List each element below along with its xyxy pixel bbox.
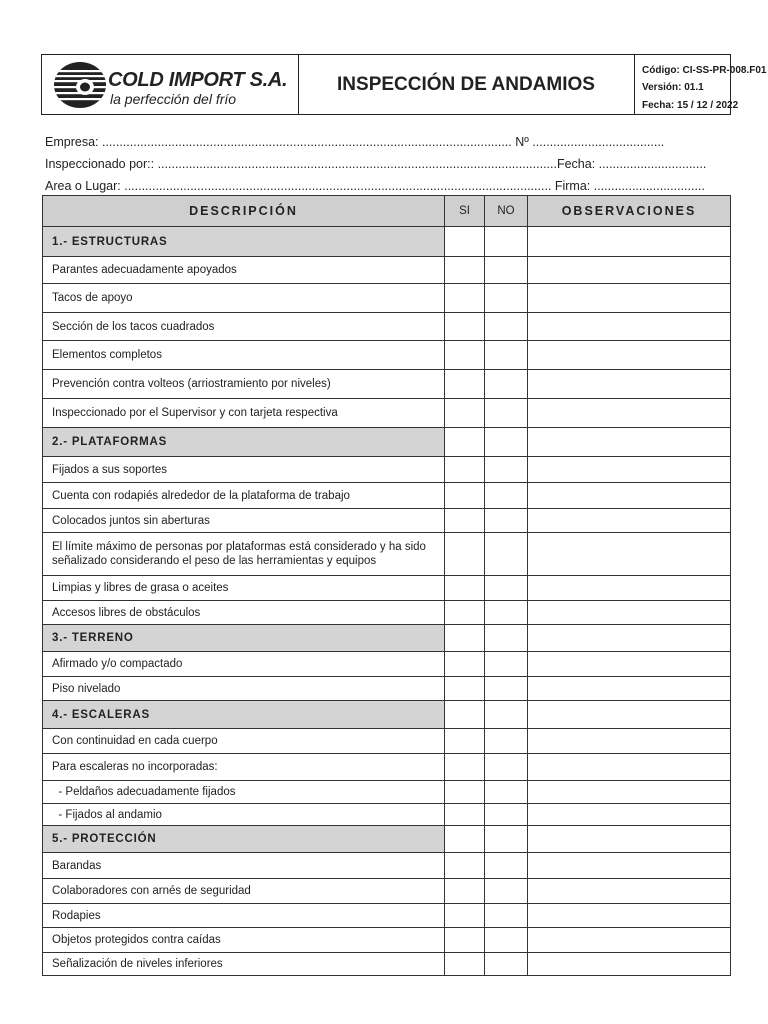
- table-row: [43, 652, 731, 677]
- observaciones-cell[interactable]: [528, 428, 731, 457]
- si-cell[interactable]: [445, 370, 485, 399]
- si-cell[interactable]: [445, 457, 485, 483]
- si-cell[interactable]: [445, 625, 485, 652]
- no-cell[interactable]: [485, 227, 528, 257]
- observaciones-cell[interactable]: [528, 399, 731, 428]
- table-row: [43, 754, 731, 781]
- no-cell[interactable]: [485, 729, 528, 754]
- si-cell[interactable]: [445, 601, 485, 625]
- no-cell[interactable]: [485, 457, 528, 483]
- si-cell[interactable]: [445, 652, 485, 677]
- si-cell[interactable]: [445, 904, 485, 928]
- observaciones-cell[interactable]: [528, 533, 731, 576]
- table-row: [43, 457, 731, 483]
- si-cell[interactable]: [445, 729, 485, 754]
- item-description: Cuenta con rodapiés alrededor de la plataforma de trabajo: [43, 483, 445, 509]
- observaciones-cell[interactable]: [528, 313, 731, 341]
- table-row: [43, 370, 731, 399]
- observaciones-cell[interactable]: [528, 729, 731, 754]
- table-row: [43, 284, 731, 313]
- area-field[interactable]: Area o Lugar: ........................................................................................................................... Firma: ................................: [45, 179, 705, 193]
- table-row: [43, 257, 731, 284]
- observaciones-cell[interactable]: [528, 341, 731, 370]
- observaciones-cell[interactable]: [528, 457, 731, 483]
- no-cell[interactable]: [485, 928, 528, 953]
- table-row: [43, 576, 731, 601]
- si-cell[interactable]: [445, 677, 485, 701]
- no-cell[interactable]: [485, 533, 528, 576]
- item-description: Rodapies: [43, 904, 445, 928]
- section-title: 4.- ESCALERAS: [43, 701, 445, 729]
- si-cell[interactable]: [445, 313, 485, 341]
- table-row: [43, 953, 731, 976]
- no-cell[interactable]: [485, 781, 528, 804]
- observaciones-cell[interactable]: [528, 370, 731, 399]
- section-row: [43, 625, 731, 652]
- section-title: 3.- TERRENO: [43, 625, 445, 652]
- item-description: Prevención contra volteos (arriostramiento por niveles): [43, 370, 445, 399]
- no-cell[interactable]: [485, 953, 528, 976]
- si-cell[interactable]: [445, 399, 485, 428]
- observaciones-cell[interactable]: [528, 879, 731, 904]
- observaciones-cell[interactable]: [528, 853, 731, 879]
- no-cell[interactable]: [485, 509, 528, 533]
- version-label: Versión: 01.1: [642, 82, 704, 93]
- table-row: [43, 804, 731, 826]
- section-row: [43, 701, 731, 729]
- no-cell[interactable]: [485, 428, 528, 457]
- company-tagline: la perfección del frío: [110, 91, 237, 107]
- observaciones-cell[interactable]: [528, 701, 731, 729]
- section-title: 2.- PLATAFORMAS: [43, 428, 445, 457]
- item-description: Piso nivelado: [43, 677, 445, 701]
- no-cell[interactable]: [485, 652, 528, 677]
- si-cell[interactable]: [445, 928, 485, 953]
- no-cell[interactable]: [485, 284, 528, 313]
- observaciones-cell[interactable]: [528, 509, 731, 533]
- observaciones-cell[interactable]: [528, 257, 731, 284]
- no-cell[interactable]: [485, 370, 528, 399]
- table-row: [43, 928, 731, 953]
- no-cell[interactable]: [485, 677, 528, 701]
- empresa-field[interactable]: Empresa: ...................................................................................................................... Nº ......................................: [45, 135, 665, 149]
- si-cell[interactable]: [445, 509, 485, 533]
- item-description: Accesos libres de obstáculos: [43, 601, 445, 625]
- col-observaciones: OBSERVACIONES: [528, 196, 731, 227]
- si-cell[interactable]: [445, 781, 485, 804]
- si-cell[interactable]: [445, 826, 485, 853]
- observaciones-cell[interactable]: [528, 284, 731, 313]
- table-row: [43, 904, 731, 928]
- section-row: [43, 227, 731, 257]
- section-title: 5.- PROTECCIÓN: [43, 826, 445, 853]
- item-description: Parantes adecuadamente apoyados: [43, 257, 445, 284]
- no-cell[interactable]: [485, 826, 528, 853]
- no-cell[interactable]: [485, 576, 528, 601]
- item-description: Barandas: [43, 853, 445, 879]
- si-cell[interactable]: [445, 227, 485, 257]
- cold-import-logo-icon: [52, 61, 112, 111]
- no-cell[interactable]: [485, 399, 528, 428]
- no-cell[interactable]: [485, 257, 528, 284]
- company-name: COLD IMPORT S.A.: [108, 69, 288, 91]
- no-cell[interactable]: [485, 483, 528, 509]
- si-cell[interactable]: [445, 284, 485, 313]
- observaciones-cell[interactable]: [528, 652, 731, 677]
- table-row: [43, 509, 731, 533]
- observaciones-cell[interactable]: [528, 483, 731, 509]
- item-description: Inspeccionado por el Supervisor y con tarjeta respectiva: [43, 399, 445, 428]
- codigo-label: Código: CI-SS-PR-008.F01: [642, 65, 767, 76]
- no-cell[interactable]: [485, 754, 528, 781]
- no-cell[interactable]: [485, 313, 528, 341]
- table-row: [43, 879, 731, 904]
- table-row: [43, 399, 731, 428]
- document-header: [41, 54, 767, 115]
- item-description: Colocados juntos sin aberturas: [43, 509, 445, 533]
- si-cell[interactable]: [445, 576, 485, 601]
- item-description: - Fijados al andamio: [43, 804, 445, 826]
- item-description: - Peldaños adecuadamente fijados: [43, 781, 445, 804]
- item-description: Sección de los tacos cuadrados: [43, 313, 445, 341]
- table-row: [43, 601, 731, 625]
- observaciones-cell[interactable]: [528, 804, 731, 826]
- item-description: Con continuidad en cada cuerpo: [43, 729, 445, 754]
- table-row: [43, 781, 731, 804]
- si-cell[interactable]: [445, 804, 485, 826]
- col-descripcion: DESCRIPCIÓN: [43, 196, 445, 227]
- observaciones-cell[interactable]: [528, 953, 731, 976]
- item-description: Colaboradores con arnés de seguridad: [43, 879, 445, 904]
- observaciones-cell[interactable]: [528, 826, 731, 853]
- item-description: Para escaleras no incorporadas:: [43, 754, 445, 781]
- table-row: [43, 313, 731, 341]
- si-cell[interactable]: [445, 428, 485, 457]
- logo-block: [42, 55, 299, 114]
- table-header-row: [43, 196, 731, 227]
- observaciones-cell[interactable]: [528, 754, 731, 781]
- si-cell[interactable]: [445, 853, 485, 879]
- item-description: El límite máximo de personas por plataformas está considerado y ha sido señalizado considerando el peso de las herramientas y equipos: [43, 533, 445, 576]
- table-row: [43, 677, 731, 701]
- si-cell[interactable]: [445, 483, 485, 509]
- item-description: Fijados a sus soportes: [43, 457, 445, 483]
- no-cell[interactable]: [485, 341, 528, 370]
- no-cell[interactable]: [485, 853, 528, 879]
- si-cell[interactable]: [445, 701, 485, 729]
- table-row: [43, 533, 731, 576]
- item-description: Señalización de niveles inferiores: [43, 953, 445, 976]
- no-cell[interactable]: [485, 904, 528, 928]
- fecha-label: Fecha: 15 / 12 / 2022: [642, 100, 739, 111]
- no-cell[interactable]: [485, 879, 528, 904]
- observaciones-cell[interactable]: [528, 904, 731, 928]
- item-description: Elementos completos: [43, 341, 445, 370]
- col-si: SI: [445, 196, 485, 227]
- table-row: [43, 341, 731, 370]
- si-cell[interactable]: [445, 953, 485, 976]
- item-description: Afirmado y/o compactado: [43, 652, 445, 677]
- item-description: Limpias y libres de grasa o aceites: [43, 576, 445, 601]
- document-meta: [635, 55, 767, 114]
- no-cell[interactable]: [485, 804, 528, 826]
- no-cell[interactable]: [485, 625, 528, 652]
- document-title: INSPECCIÓN DE ANDAMIOS: [298, 55, 635, 114]
- si-cell[interactable]: [445, 533, 485, 576]
- si-cell[interactable]: [445, 257, 485, 284]
- table-row: [43, 483, 731, 509]
- section-row: [43, 428, 731, 457]
- observaciones-cell[interactable]: [528, 625, 731, 652]
- section-title: 1.- ESTRUCTURAS: [43, 227, 445, 257]
- item-description: Tacos de apoyo: [43, 284, 445, 313]
- observaciones-cell[interactable]: [528, 781, 731, 804]
- no-cell[interactable]: [485, 701, 528, 729]
- si-cell[interactable]: [445, 341, 485, 370]
- observaciones-cell[interactable]: [528, 601, 731, 625]
- section-row: [43, 826, 731, 853]
- table-row: [43, 853, 731, 879]
- observaciones-cell[interactable]: [528, 227, 731, 257]
- no-cell[interactable]: [485, 601, 528, 625]
- inspeccionado-field[interactable]: Inspeccionado por:: ...................................................................................................................Fecha: ...............................: [45, 157, 707, 171]
- item-description: Objetos protegidos contra caídas: [43, 928, 445, 953]
- inspection-table: [42, 195, 731, 976]
- observaciones-cell[interactable]: [528, 576, 731, 601]
- observaciones-cell[interactable]: [528, 677, 731, 701]
- observaciones-cell[interactable]: [528, 928, 731, 953]
- table-row: [43, 729, 731, 754]
- col-no: NO: [485, 196, 528, 227]
- si-cell[interactable]: [445, 879, 485, 904]
- si-cell[interactable]: [445, 754, 485, 781]
